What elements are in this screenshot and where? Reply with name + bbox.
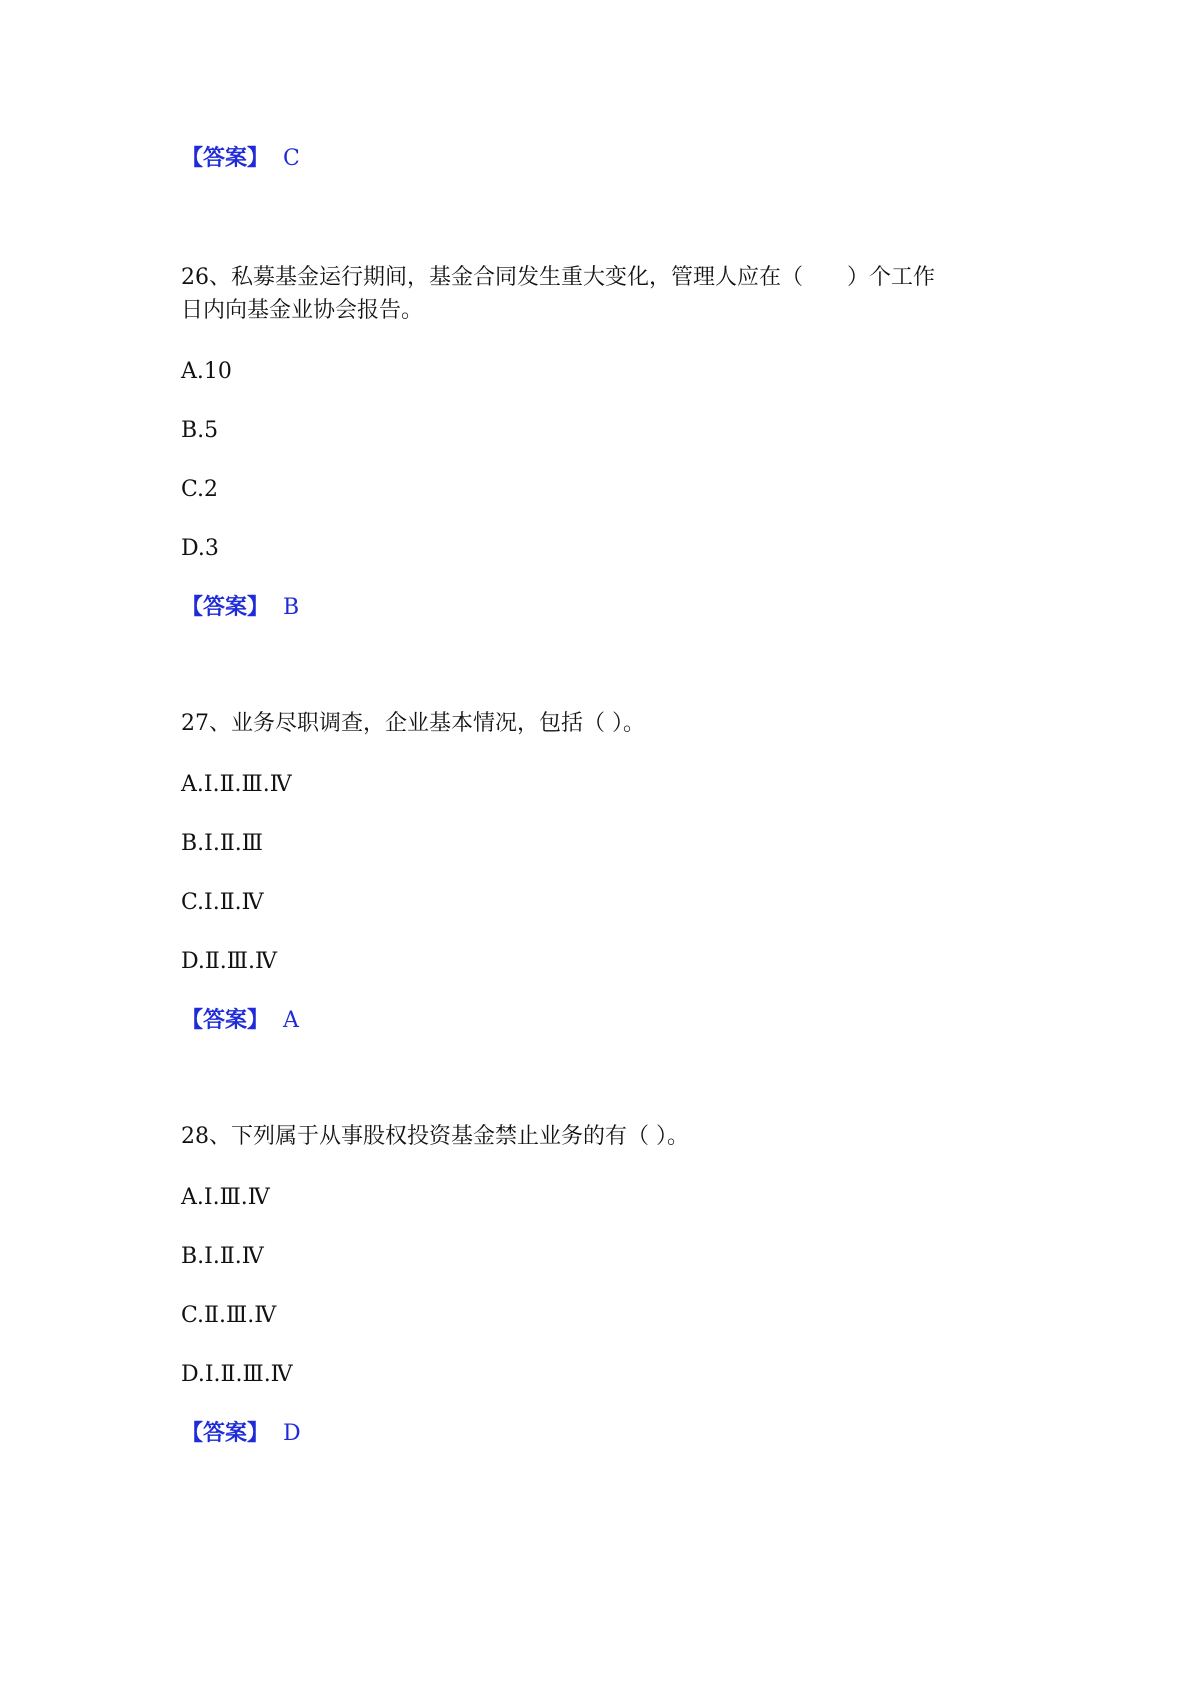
question-28-option-c: C.Ⅱ.Ⅲ.Ⅳ <box>181 1303 277 1328</box>
question-28-text: 28、下列属于从事股权投资基金禁止业务的有（ ）。 <box>181 1124 689 1149</box>
question-27-option-c: C.Ⅰ.Ⅱ.Ⅳ <box>181 890 264 915</box>
answer-label: 【答案】 <box>181 1008 270 1033</box>
answer-value: C <box>283 146 300 171</box>
answer-label: 【答案】 <box>181 1421 270 1446</box>
question-26-option-c: C.2 <box>181 477 219 502</box>
question-27-option-a: A.Ⅰ.Ⅱ.Ⅲ.Ⅳ <box>181 772 292 797</box>
answer-label: 【答案】 <box>181 595 270 620</box>
answer-label: 【答案】 <box>181 146 270 171</box>
question-26-option-b: B.5 <box>181 418 219 443</box>
question-27-text: 27、业务尽职调查，企业基本情况，包括（ ）。 <box>181 711 645 736</box>
answer-value: D <box>283 1421 301 1446</box>
question-28-option-d: D.Ⅰ.Ⅱ.Ⅲ.Ⅳ <box>181 1362 293 1387</box>
question-27-option-d: D.Ⅱ.Ⅲ.Ⅳ <box>181 949 277 974</box>
question-28-option-b: B.Ⅰ.Ⅱ.Ⅳ <box>181 1244 264 1269</box>
question-26-option-a: A.10 <box>181 359 232 384</box>
answer-line-q28 <box>181 1419 301 1449</box>
answer-line-q27 <box>181 1006 299 1036</box>
question-26-text-line1: 26、私募基金运行期间，基金合同发生重大变化，管理人应在（ ）个工作 <box>181 265 935 290</box>
question-26-text-line2: 日内向基金业协会报告。 <box>181 298 424 323</box>
answer-value: A <box>283 1008 299 1033</box>
question-27-option-b: B.Ⅰ.Ⅱ.Ⅲ <box>181 831 264 856</box>
answer-line-q25 <box>181 144 300 174</box>
answer-line-q26 <box>181 593 299 623</box>
answer-value: B <box>283 595 300 620</box>
question-28-option-a: A.Ⅰ.Ⅲ.Ⅳ <box>181 1185 270 1210</box>
question-26-option-d: D.3 <box>181 536 219 561</box>
